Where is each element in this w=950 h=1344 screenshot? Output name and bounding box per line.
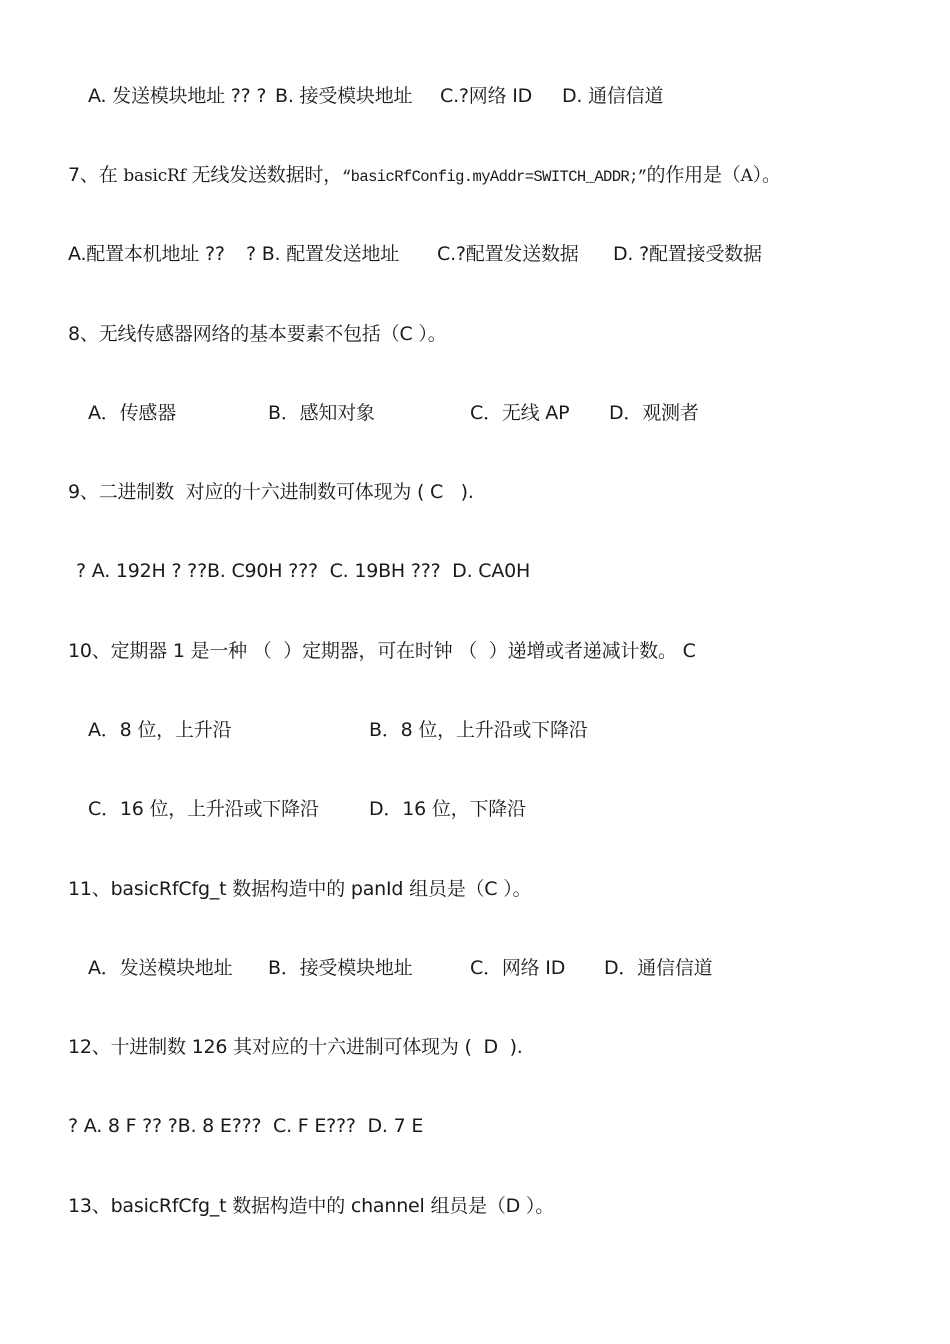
question-7-term: basicRf: [123, 166, 186, 186]
option-d: D. ?配置接受数据: [613, 243, 762, 265]
question-7-suffix: 的作用是（: [646, 164, 741, 186]
option-d: D．通信信道: [604, 957, 713, 979]
option-a: A. 发送模块地址 ?? ?: [88, 85, 267, 107]
question-13: 13、basicRfCfg_t 数据构造中的 channel 组员是（D ）。: [68, 1195, 555, 1217]
option-b: B. 接受模块地址: [275, 85, 413, 107]
option-c: C．网络 ID: [470, 957, 566, 979]
option-d: D．观测者: [609, 402, 699, 424]
question-7-answer: A: [740, 166, 753, 186]
option-b: B．感知对象: [268, 402, 375, 424]
question-8: 8、无线传感器网络的基本要素不包括（C ）。: [68, 323, 447, 345]
option-b: B．8 位，上升沿或下降沿: [369, 719, 588, 741]
option-a: A．发送模块地址: [88, 957, 233, 979]
question-10: 10、定期器 1 是一种 （ ）定期器，可在时钟 （ ）递增或者递减计数。 C: [68, 640, 696, 662]
option-c: C．无线 AP: [470, 402, 570, 424]
question-9-options: ? A. 192H ? ??B. C90H ??? C. 19BH ??? D. CA0H: [76, 560, 531, 582]
question-11: 11、basicRfCfg_t 数据构造中的 panId 组员是（C ）。: [68, 878, 532, 900]
option-b: ? B. 配置发送地址: [246, 243, 400, 265]
question-7: [68, 163, 781, 189]
option-d: D. 通信信道: [562, 85, 664, 107]
option-c: C．16 位，上升沿或下降沿: [88, 798, 319, 820]
question-7-end: ）。: [752, 164, 781, 186]
option-a: A．传感器: [88, 402, 176, 424]
question-12-options: ? A. 8 F ?? ?B. 8 E??? C. F E??? D. 7 E: [68, 1115, 424, 1137]
question-7-prefix: 7、在: [68, 164, 124, 186]
option-a: A.配置本机地址 ??: [68, 243, 225, 265]
question-7-code: “basicRfConfig.myAddr=SWITCH_ADDR;”: [341, 168, 647, 186]
option-c: C.?配置发送数据: [437, 243, 579, 265]
question-9: 9、二进制数 对应的十六进制数可体现为 ( C ).: [68, 481, 474, 503]
option-b: B．接受模块地址: [268, 957, 413, 979]
question-7-text: 无线发送数据时，: [185, 164, 342, 186]
option-d: D．16 位，下降沿: [369, 798, 526, 820]
option-c: C.?网络 ID: [440, 85, 533, 107]
option-a: A．8 位，上升沿: [88, 719, 232, 741]
question-12: 12、十进制数 126 其对应的十六进制可体现为 ( D ).: [68, 1036, 523, 1058]
